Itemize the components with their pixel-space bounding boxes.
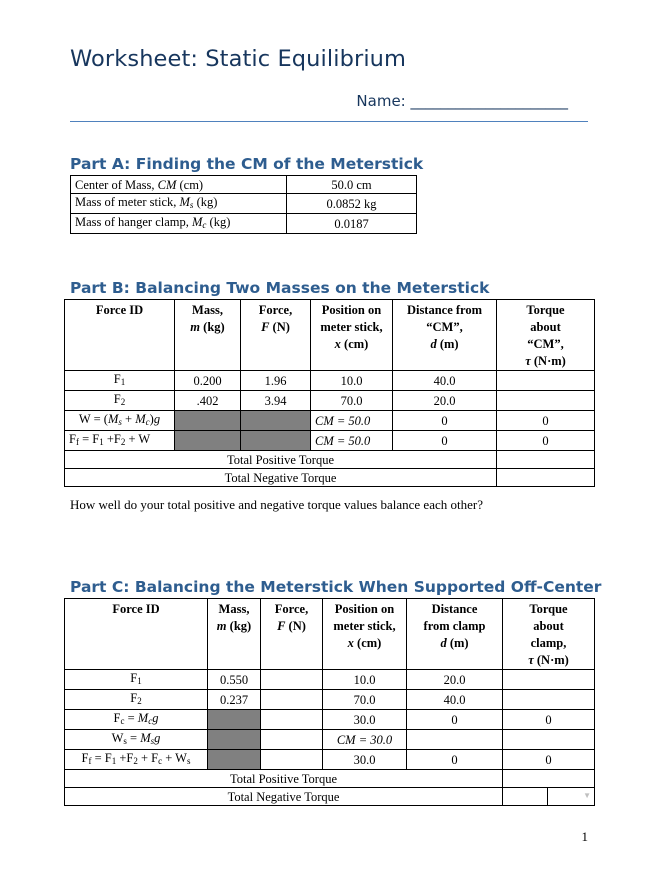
header-mass: Mass, m (kg)	[175, 300, 241, 371]
torque-cell[interactable]: 0	[503, 750, 595, 770]
total-negative-row	[65, 469, 595, 487]
mass-cell[interactable]: .402	[175, 391, 241, 411]
header-force-id: Force ID	[65, 599, 208, 670]
total-negative-value[interactable]	[503, 788, 595, 806]
torque-cell[interactable]	[497, 371, 595, 391]
total-negative-label: Total Negative Torque	[65, 469, 497, 487]
position-cell[interactable]: 30.0	[323, 710, 407, 730]
force-cell[interactable]	[261, 730, 323, 750]
force-cell[interactable]: 3.94	[241, 391, 311, 411]
clamp-mass-label: Mass of hanger clamp, $M_c$ (kg)	[71, 214, 287, 234]
header-force: Force, F (N)	[241, 300, 311, 371]
distance-cell[interactable]: 40.0	[393, 371, 497, 391]
header-position: Position on meter stick, x (cm)	[323, 599, 407, 670]
table-row	[65, 670, 595, 690]
force-cell[interactable]	[261, 690, 323, 710]
table-row	[65, 391, 595, 411]
table-row	[65, 431, 595, 451]
header-position: Position on meter stick, x (cm)	[311, 300, 393, 371]
meterstick-mass-label: Mass of meter stick, $M_s$ (kg)	[71, 194, 287, 214]
position-cell[interactable]: 30.0	[323, 750, 407, 770]
table-row	[71, 214, 417, 234]
worksheet-title: Worksheet: Static Equilibrium	[70, 46, 407, 72]
mass-cell[interactable]: 0.237	[208, 690, 261, 710]
position-cell[interactable]: 70.0	[323, 690, 407, 710]
distance-cell[interactable]: 0	[393, 431, 497, 451]
total-negative-label: Total Negative Torque	[65, 788, 503, 806]
mass-cell[interactable]: 0.550	[208, 670, 261, 690]
shaded-cell	[208, 710, 261, 730]
page-number: 1	[581, 829, 588, 844]
header-rule	[70, 121, 588, 122]
total-positive-value[interactable]	[497, 451, 595, 469]
total-negative-row	[65, 788, 595, 806]
torque-cell[interactable]: 0	[497, 431, 595, 451]
total-positive-label: Total Positive Torque	[65, 770, 503, 788]
torque-cell[interactable]	[503, 670, 595, 690]
total-positive-value[interactable]	[503, 770, 595, 788]
row-id: $F_f = F_1 +F_2 + F_c + W_s$	[65, 750, 208, 770]
table-header-row	[65, 599, 595, 670]
shaded-cell	[175, 431, 241, 451]
total-positive-row	[65, 451, 595, 469]
torque-cell[interactable]: 0	[497, 411, 595, 431]
table-row	[65, 690, 595, 710]
balance-question: How well do your total positive and negative torque values balance each other?	[70, 497, 483, 512]
table-row	[65, 411, 595, 431]
mass-cell[interactable]: 0.200	[175, 371, 241, 391]
force-cell[interactable]	[261, 710, 323, 730]
distance-cell[interactable]: 20.0	[393, 391, 497, 411]
row-id: $F_2$	[65, 690, 208, 710]
force-cell[interactable]: 1.96	[241, 371, 311, 391]
table-header-row	[65, 300, 595, 371]
table-row	[65, 750, 595, 770]
position-cell[interactable]: 70.0	[311, 391, 393, 411]
part-b-heading: Part B: Balancing Two Masses on the Meterstick	[70, 279, 490, 297]
header-distance: Distance from clamp d (m)	[407, 599, 503, 670]
row-id: $F_1$	[65, 371, 175, 391]
part-a-heading: Part A: Finding the CM of the Meterstick	[70, 155, 424, 173]
torque-cell[interactable]	[503, 730, 595, 750]
meterstick-mass-value[interactable]: 0.0852 kg	[287, 194, 417, 214]
row-id: $W = (M_s + M_c)g$	[65, 411, 175, 431]
shaded-cell	[241, 431, 311, 451]
part-c-heading: Part C: Balancing the Meterstick When Supported Off-Center	[70, 578, 602, 596]
header-distance: Distance from “CM”, d (m)	[393, 300, 497, 371]
position-cell[interactable]: CM = 30.0	[323, 730, 407, 750]
shaded-cell	[175, 411, 241, 431]
name-field-label[interactable]: Name: _____________________	[356, 92, 568, 110]
torque-cell[interactable]	[497, 391, 595, 411]
part-b-table	[64, 299, 595, 487]
shaded-cell	[241, 411, 311, 431]
table-row	[65, 730, 595, 750]
torque-cell[interactable]: 0	[503, 710, 595, 730]
clamp-mass-value[interactable]: 0.0187	[287, 214, 417, 234]
distance-cell[interactable]: 40.0	[407, 690, 503, 710]
row-id: $F_c = M_cg$	[65, 710, 208, 730]
distance-cell[interactable]: 0	[393, 411, 497, 431]
force-cell[interactable]	[261, 750, 323, 770]
shaded-cell	[208, 730, 261, 750]
part-c-table	[64, 598, 595, 806]
position-cell[interactable]: CM = 50.0	[311, 431, 393, 451]
table-row	[65, 371, 595, 391]
torque-cell[interactable]	[503, 690, 595, 710]
distance-cell[interactable]: 0	[407, 710, 503, 730]
cm-label: Center of Mass, CM (cm)	[71, 176, 287, 194]
table-row	[71, 194, 417, 214]
header-force-id: Force ID	[65, 300, 175, 371]
total-positive-row	[65, 770, 595, 788]
row-id: $F_f = F_1 +F_2 + W$	[65, 431, 175, 451]
total-negative-value[interactable]	[497, 469, 595, 487]
total-positive-label: Total Positive Torque	[65, 451, 497, 469]
position-cell[interactable]: 10.0	[323, 670, 407, 690]
header-mass: Mass, m (kg)	[208, 599, 261, 670]
header-torque: Torque about “CM”, τ (N·m)	[497, 300, 595, 371]
force-cell[interactable]	[261, 670, 323, 690]
distance-cell[interactable]: 20.0	[407, 670, 503, 690]
dropdown-arrow-icon[interactable]: ▼	[583, 791, 591, 800]
part-a-table	[70, 175, 417, 234]
cm-value[interactable]: 50.0 cm	[287, 176, 417, 194]
distance-cell[interactable]: 0	[407, 750, 503, 770]
table-row	[71, 176, 417, 194]
distance-cell[interactable]	[407, 730, 503, 750]
table-row	[65, 710, 595, 730]
header-force: Force, F (N)	[261, 599, 323, 670]
row-id: $W_s = M_sg$	[65, 730, 208, 750]
position-cell[interactable]: CM = 50.0	[311, 411, 393, 431]
shaded-cell	[208, 750, 261, 770]
row-id: $F_2$	[65, 391, 175, 411]
row-id: $F_1$	[65, 670, 208, 690]
header-torque: Torque about clamp, τ (N·m)	[503, 599, 595, 670]
position-cell[interactable]: 10.0	[311, 371, 393, 391]
